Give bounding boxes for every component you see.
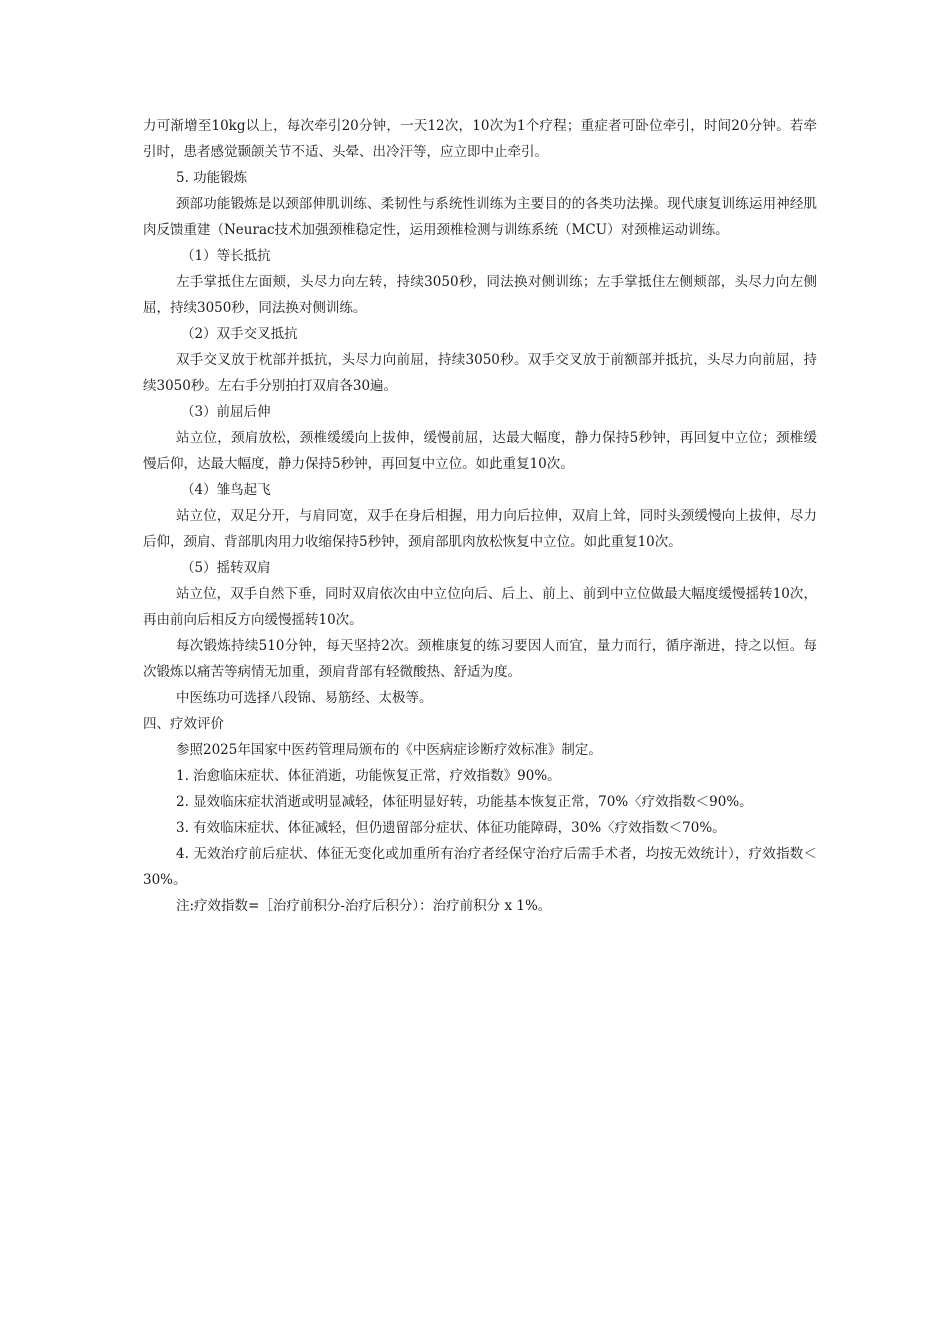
- chapter-heading: 四、疗效评价: [143, 716, 224, 732]
- paragraph: 站立位，双手自然下垂，同时双肩依次由中立位向后、后上、前上、前到中立位做最大幅度缓慢摇转10次，再由前向后相反方向缓慢摇转10次。: [143, 586, 817, 628]
- paragraph: 每次锻炼持续510分钟，每天坚持2次。颈椎康复的练习要因人而宜，量力而行，循序渐进，持之以恒。每次锻炼以痛苦等病情无加重，颈肩背部有轻微酸热、舒适为度。: [143, 638, 817, 680]
- subsection-heading: （1）等长抵抗: [181, 248, 271, 264]
- criteria-item: 1. 治愈临床症状、体征消逝，功能恢复正常，疗效指数》90%。: [176, 768, 561, 784]
- paragraph: 左手掌抵住左面颊，头尽力向左转，持续3050秒，同法换对侧训练；左手掌抵住左侧颊部，头尽力向左侧屈，持续3050秒，同法换对侧训练。: [143, 274, 817, 316]
- section-heading: 5. 功能锻炼: [176, 170, 248, 186]
- paragraph: 颈部功能锻炼是以颈部伸肌训练、柔韧性与系统性训练为主要目的的各类功法操。现代康复训练运用神经肌肉反馈重建（Neurac技术加强颈椎稳定性，运用颈椎检测与训练系统（MCU）对颈椎运动训练。: [143, 196, 817, 238]
- paragraph: 力可渐增至10kg以上，每次牵引20分钟，一天12次，10次为1个疗程；重症者可卧位牵引，时间20分钟。若牵引时，患者感觉颞颌关节不适、头晕、出冷汗等，应立即中止牵引。: [143, 118, 817, 160]
- paragraph: 站立位，双足分开，与肩同宽，双手在身后相握，用力向后拉伸，双肩上耸，同时头颈缓慢向上拔伸，尽力后仰，颈肩、背部肌肉用力收缩保持5秒钟，颈肩部肌肉放松恢复中立位。如此重复10次。: [143, 508, 817, 550]
- paragraph: 参照2025年国家中医药管理局颁布的《中医病症诊断疗效标准》制定。: [176, 742, 602, 758]
- footnote: 注:疗效指数=［治疗前积分-治疗后积分）：治疗前积分 x 1%。: [176, 898, 552, 914]
- subsection-heading: （2）双手交叉抵抗: [181, 326, 298, 342]
- criteria-item: 2. 显效临床症状消逝或明显减轻，体征明显好转，功能基本恢复正常，70%〈疗效指数＜90%。: [176, 794, 753, 810]
- criteria-item: 4. 无效治疗前后症状、体征无变化或加重所有治疗者经保守治疗后需手术者，均按无效统计），疗效指数＜30%。: [143, 846, 817, 888]
- criteria-item: 3. 有效临床症状、体征减轻，但仍遗留部分症状、体征功能障碍，30%〈疗效指数＜70%。: [176, 820, 726, 836]
- paragraph: 双手交叉放于枕部并抵抗，头尽力向前屈，持续3050秒。双手交叉放于前额部并抵抗，头尽力向前屈，持续3050秒。左右手分别拍打双肩各30遍。: [143, 352, 817, 394]
- paragraph: 站立位，颈肩放松，颈椎缓缓向上拔伸，缓慢前屈，达最大幅度，静力保持5秒钟，再回复中立位；颈椎缓慢后仰，达最大幅度，静力保持5秒钟，再回复中立位。如此重复10次。: [143, 430, 817, 472]
- subsection-heading: （3）前屈后伸: [181, 404, 271, 420]
- subsection-heading: （5）摇转双肩: [181, 560, 271, 576]
- subsection-heading: （4）雏鸟起飞: [181, 482, 271, 498]
- document-page: [143, 113, 817, 919]
- paragraph: 中医练功可选择八段锦、易筋经、太极等。: [176, 690, 433, 706]
